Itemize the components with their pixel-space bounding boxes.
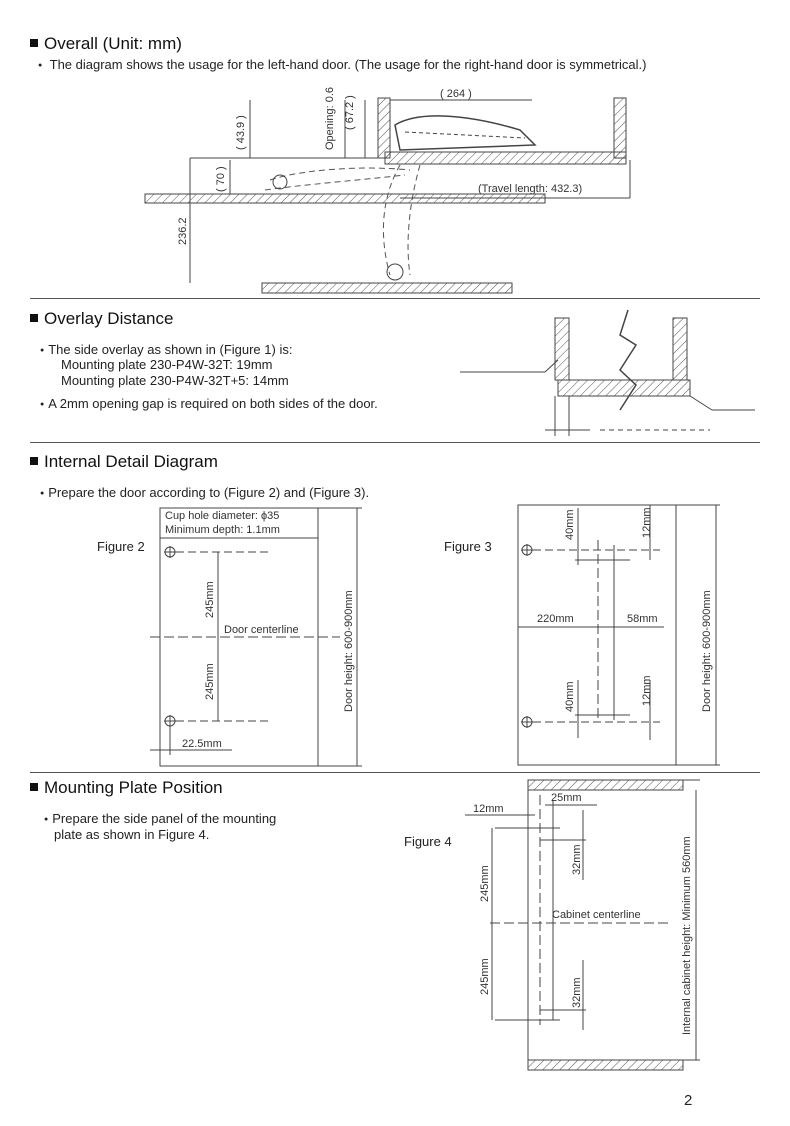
page-number: 2 (684, 1092, 693, 1109)
dim-236: 236.2 (177, 217, 189, 245)
figure-4 (460, 776, 710, 1076)
mounting-note-line2: plate as shown in Figure 4. (54, 827, 210, 842)
cup-diameter-text: Cup hole diameter: ϕ35 (165, 510, 280, 522)
overall-note: ● The diagram shows the usage for the left-hand door. (The usage for the right-hand door is symmetrical.) (38, 57, 646, 72)
dim-25: 25mm (551, 792, 582, 804)
dim-245b: 245mm (204, 663, 216, 700)
dim-70: ( 70 ) (215, 166, 227, 192)
internal-note: ● Prepare the door according to (Figure 2) and (Figure 3). (40, 485, 369, 500)
cabinet-centerline-text: Cabinet centerline (552, 909, 641, 921)
dim-32a: 32mm (571, 844, 583, 875)
overlay-figure (440, 312, 760, 437)
divider (30, 298, 760, 299)
dim-245a: 245mm (479, 865, 491, 902)
dim-40a: 40mm (564, 509, 576, 540)
cabinet-height-text: Internal cabinet height: Minimum 560mm (681, 836, 693, 1035)
dim-245a: 245mm (204, 581, 216, 618)
dim-12b: 12mm (641, 675, 653, 706)
dim-40b: 40mm (564, 681, 576, 712)
dim-220: 220mm (537, 613, 574, 625)
figure-2 (140, 505, 370, 770)
overlay-line1: ● The side overlay as shown in (Figure 1) is: (40, 342, 292, 357)
dim-12a: 12mm (641, 507, 653, 538)
section-heading-mounting: Mounting Plate Position (30, 778, 223, 798)
door-height-text: Door height: 600-900mm (343, 590, 355, 712)
mounting-note-line1: ● Prepare the side panel of the mounting (44, 811, 276, 826)
figure-3 (505, 500, 725, 770)
dim-58: 58mm (627, 613, 658, 625)
divider (30, 772, 760, 773)
dim-12: 12mm (473, 803, 504, 815)
overlay-line2: Mounting plate 230-P4W-32T: 19mm (61, 357, 273, 372)
dim-32b: 32mm (571, 977, 583, 1008)
section-heading-overlay: Overlay Distance (30, 309, 173, 329)
divider (30, 442, 760, 443)
overall-diagram (0, 80, 790, 300)
dim-travel: (Travel length: 432.3) (478, 183, 583, 195)
figure-4-label: Figure 4 (404, 834, 452, 849)
door-height-text: Door height: 600-900mm (701, 590, 713, 712)
section-heading-overall: Overall (Unit: mm) (30, 34, 182, 54)
dim-43: ( 43.9 ) (235, 115, 247, 150)
figure-3-label: Figure 3 (444, 539, 492, 554)
door-centerline-text: Door centerline (224, 624, 299, 636)
figure-2-label: Figure 2 (97, 539, 145, 554)
section-heading-internal: Internal Detail Diagram (30, 452, 218, 472)
dim-opening: Opening: 0.6 (324, 87, 336, 150)
overlay-line4: ● A 2mm opening gap is required on both sides of the door. (40, 396, 378, 411)
dim-22-5: 22.5mm (182, 738, 222, 750)
dim-264: ( 264 ) (440, 88, 472, 100)
overlay-line3: Mounting plate 230-P4W-32T+5: 14mm (61, 373, 289, 388)
min-depth-text: Minimum depth: 1.1mm (165, 524, 280, 536)
dim-67: ( 67.2 ) (344, 95, 356, 130)
dim-245b: 245mm (479, 958, 491, 995)
